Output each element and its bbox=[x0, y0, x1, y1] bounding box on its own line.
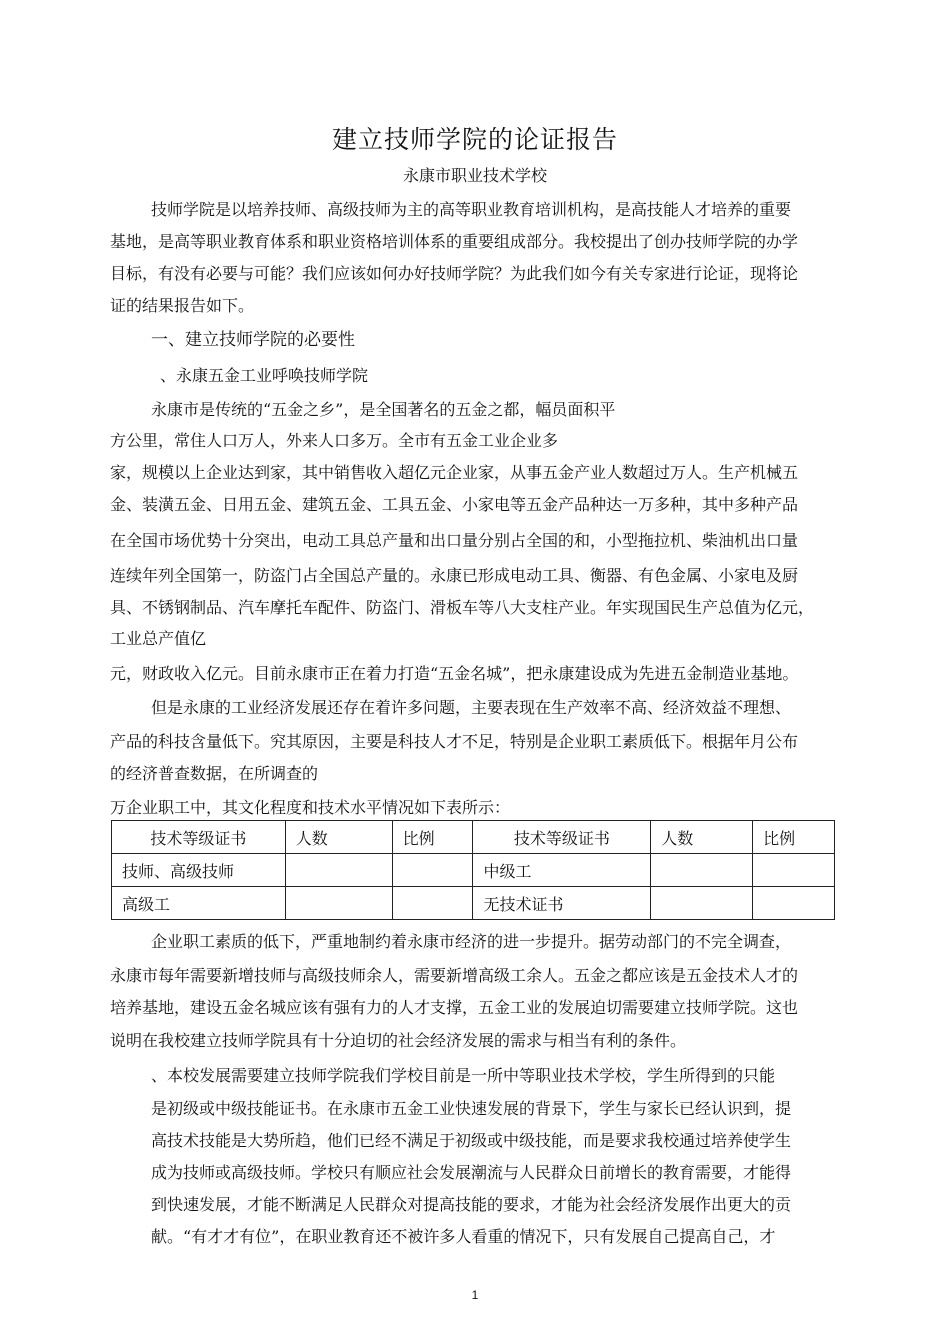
subsection-heading: 、永康五金工业呼唤技师学院 bbox=[160, 366, 369, 385]
text-line: 方公里，常住人口万人，外来人口多万。全市有五金工业企业多 bbox=[110, 431, 559, 450]
text-line: 永康市每年需要新增技师与高级技师余人，需要新增高级工余人。五金之都应该是五金技术人才的 bbox=[110, 966, 799, 985]
text-line: 家，规模以上企业达到家，其中销售收入超亿元企业家，从事五金产业人数超过万人。生产机械五 bbox=[110, 463, 799, 482]
table-cell bbox=[753, 887, 835, 920]
text-line: 企业职工素质的低下，严重地制约着永康市经济的进一步提升。据劳动部门的不完全调查， bbox=[151, 932, 792, 951]
text-line: 培养基地，建设五金名城应该有强有力的人才支撑，五金工业的发展迫切需要建立技师学院。这也 bbox=[110, 998, 799, 1017]
text-line: 元，财政收入亿元。目前永康市正在着力打造“五金名城”，把永康建设成为先进五金制造业基地。 bbox=[110, 664, 799, 683]
text-line: 说明在我校建立技师学院具有十分迫切的社会经济发展的需求与相当有利的条件。 bbox=[110, 1031, 687, 1050]
text-line: 产品的科技含量低下。究其原因，主要是科技人才不足，特别是企业职工素质低下。根据年月公布 bbox=[110, 732, 799, 751]
text-line: 成为技师或高级技师。学校只有顺应社会发展潮流与人民群众日前增长的教育需要，才能得 bbox=[151, 1163, 792, 1182]
table-cell bbox=[285, 887, 392, 920]
table-cell bbox=[651, 854, 753, 887]
table-row bbox=[112, 887, 835, 920]
table-header-cell: 人数 bbox=[285, 821, 392, 854]
table-cell: 高级工 bbox=[112, 887, 286, 920]
table-cell bbox=[651, 887, 753, 920]
text-line: 工业总产值亿 bbox=[110, 629, 207, 648]
report-title: 建立技师学院的论证报告 bbox=[331, 125, 618, 154]
table-cell bbox=[753, 854, 835, 887]
table-cell bbox=[285, 854, 392, 887]
text-line: 是初级或中级技能证书。在永康市五金工业快速发展的背景下，学生与家长已经认识到，提 bbox=[151, 1099, 792, 1118]
text-line: 献。“有才才有位”，在职业教育还不被许多人看重的情况下，只有发展自己提高自己，才 bbox=[151, 1227, 776, 1246]
page-number: 1 bbox=[471, 1288, 479, 1302]
table-header-cell: 技术等级证书 bbox=[473, 821, 651, 854]
text-line: 金、装潢五金、日用五金、建筑五金、工具五金、小家电等五金产品种达一万多种，其中多种产品 bbox=[110, 495, 799, 514]
text-line: 但是永康的工业经济发展还存在着许多问题，主要表现在生产效率不高、经济效益不理想、 bbox=[151, 698, 792, 717]
text-line: 基地，是高等职业教育体系和职业资格培训体系的重要组成部分。我校提出了创办技师学院的办学 bbox=[110, 232, 799, 251]
text-line: 万企业职工中，其文化程度和技术水平情况如下表所示： bbox=[110, 798, 511, 817]
text-line: 的经济普查数据，在所调查的 bbox=[110, 764, 319, 783]
table-header-cell: 比例 bbox=[392, 821, 473, 854]
table-cell: 中级工 bbox=[473, 854, 651, 887]
text-line: 在全国市场优势十分突出，电动工具总产量和出口量分别占全国的和，小型拖拉机、柴油机出口量 bbox=[110, 531, 799, 550]
skill-level-table bbox=[111, 820, 835, 920]
report-subtitle: 永康市职业技术学校 bbox=[402, 166, 547, 185]
table-header-cell: 人数 bbox=[651, 821, 753, 854]
text-line: 连续年列全国第一，防盗门占全国总产量的。永康已形成电动工具、衡器、有色金属、小家电及厨 bbox=[110, 566, 799, 585]
table-cell bbox=[392, 887, 473, 920]
table-cell bbox=[392, 854, 473, 887]
text-line: 具、不锈钢制品、汽车摩托车配件、防盗门、滑板车等八大支柱产业。年实现国民生产总值为亿元， bbox=[110, 598, 815, 617]
table-header-cell: 比例 bbox=[753, 821, 835, 854]
text-line: 目标，有没有必要与可能？我们应该如何办好技师学院？为此我们如今有关专家进行论证，现将论 bbox=[110, 264, 799, 283]
table-header-row bbox=[112, 821, 835, 854]
text-line: 永康市是传统的“五金之乡”，是全国著名的五金之都，幅员面积平 bbox=[151, 400, 616, 419]
text-line: 高技术技能是大势所趋，他们已经不满足于初级或中级技能，而是要求我校通过培养使学生 bbox=[151, 1131, 792, 1150]
table-header-cell: 技术等级证书 bbox=[112, 821, 286, 854]
table-row bbox=[112, 854, 835, 887]
section-heading: 一、建立技师学院的必要性 bbox=[151, 330, 355, 350]
text-line: 技师学院是以培养技师、高级技师为主的高等职业教育培训机构，是高技能人才培养的重要 bbox=[151, 200, 792, 219]
table-cell: 技师、高级技师 bbox=[112, 854, 286, 887]
text-line: 证的结果报告如下。 bbox=[110, 296, 255, 315]
table-cell: 无技术证书 bbox=[473, 887, 651, 920]
subsection-heading: 、本校发展需要建立技师学院我们学校目前是一所中等职业技术学校，学生所得到的只能 bbox=[151, 1066, 776, 1085]
text-line: 到快速发展，才能不断满足人民群众对提高技能的要求，才能为社会经济发展作出更大的贡 bbox=[151, 1195, 792, 1214]
